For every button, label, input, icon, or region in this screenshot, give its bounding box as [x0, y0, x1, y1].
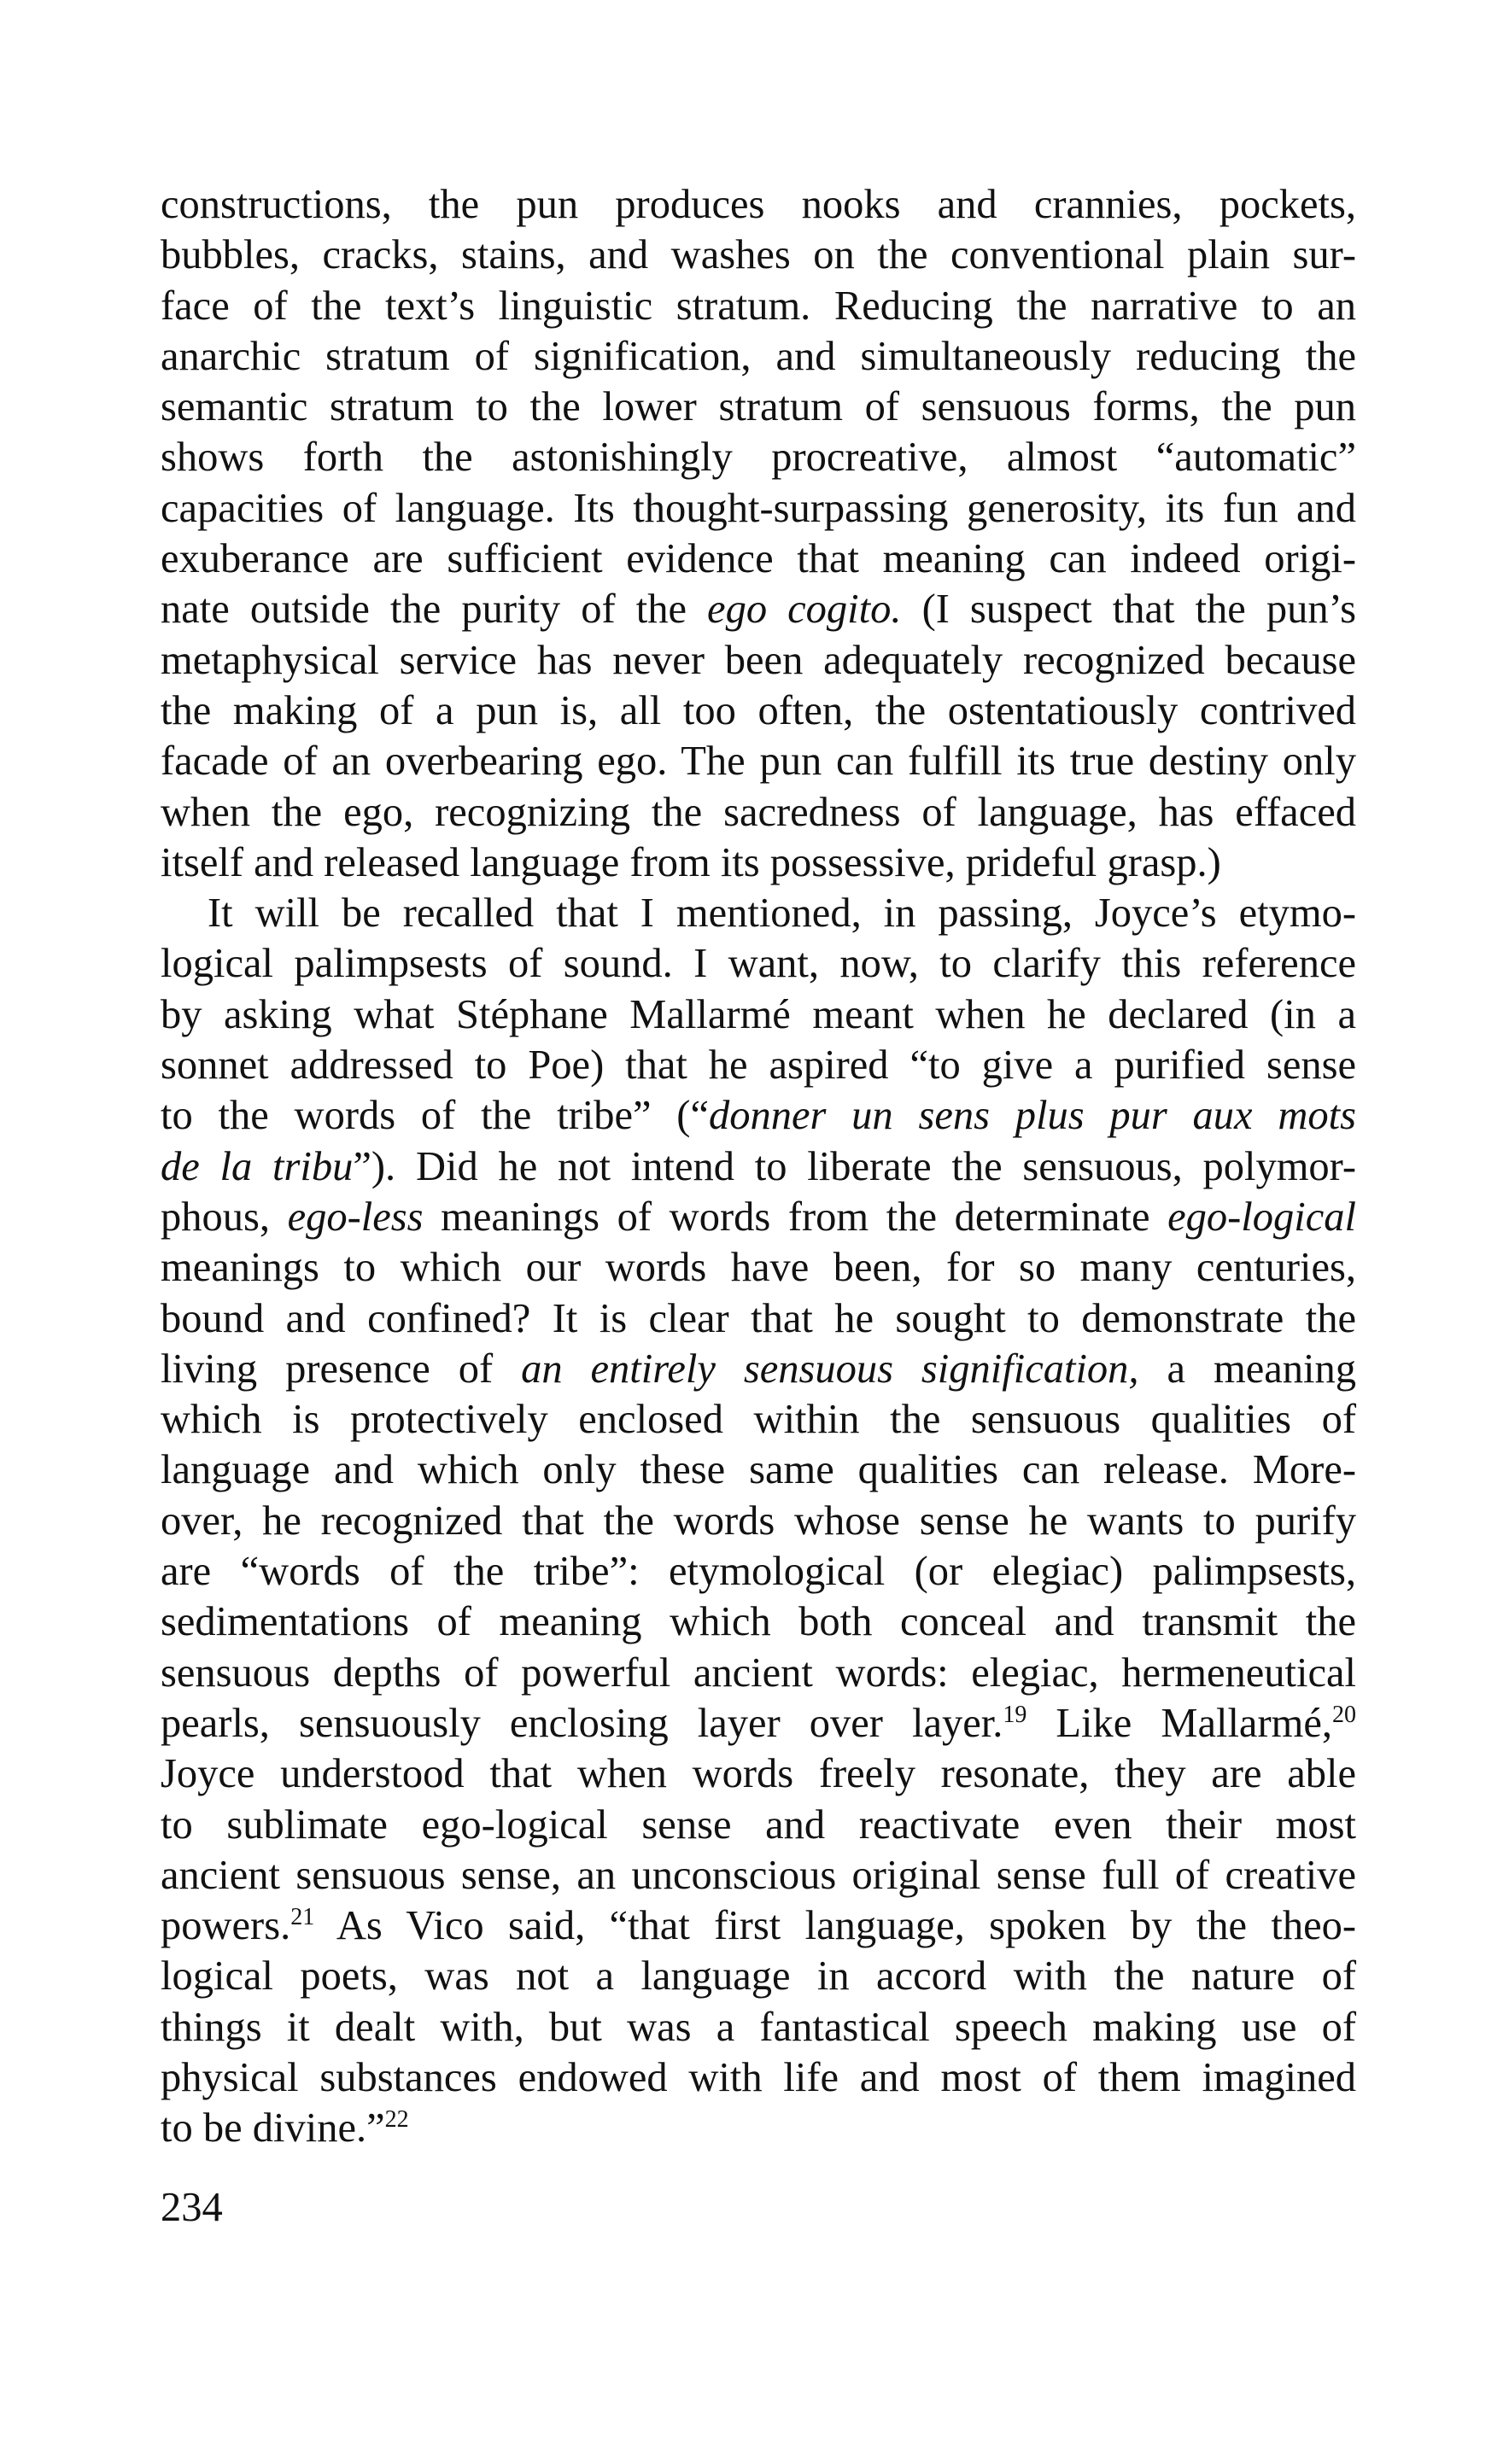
- italic-french-quote: de la tribu: [161, 1143, 354, 1189]
- paragraph-1: [161, 179, 1356, 888]
- text-line: to the words of the tribe” (“donner un sens plus pur aux mots: [161, 1093, 1356, 1139]
- text-line: bound and confined? It is clear that he sought to demonstrate the: [161, 1295, 1356, 1341]
- text-line: bubbles, cracks, stains, and washes on the conventional plain sur-: [161, 232, 1356, 278]
- text-line: sonnet addressed to Poe) that he aspired “to give a purified sense: [161, 1042, 1356, 1089]
- text-line: constructions, the pun produces nooks and crannies, pockets,: [161, 182, 1356, 227]
- italic-sensuous-signification: an entirely sensuous signification,: [521, 1346, 1139, 1392]
- text-line: over, he recognized that the words whose sense he wants to purify: [161, 1498, 1356, 1544]
- text-line: are “words of the tribe”: etymological (or elegiac) palimpsests,: [161, 1549, 1356, 1595]
- italic-ego-logical: ego-logical: [1167, 1194, 1357, 1240]
- text-line: by asking what Stéphane Mallarmé meant when he declared (in a: [161, 991, 1356, 1037]
- text-line: pearls, sensuously enclosing layer over layer.$^{19}$ Like Mallarmé,$^{20}$: [161, 1700, 1356, 1746]
- text-line: powers.$^{21}$ As Vico said, “that first language, spoken by the theo-: [161, 1903, 1356, 1949]
- footnote-ref-19[interactable]: 19: [1003, 1702, 1027, 1729]
- text-line: living presence of an entirely sensuous signification, a meaning: [161, 1346, 1356, 1392]
- text-line: metaphysical service has never been adequately recognized because: [161, 637, 1356, 683]
- text-line: face of the text’s linguistic stratum. Reducing the narrative to an: [161, 283, 1356, 329]
- page-body: [161, 179, 1356, 2154]
- text-line: ancient sensuous sense, an unconscious original sense full of creative: [161, 1852, 1356, 1898]
- text-line: language and which only these same qualities can release. More-: [161, 1447, 1356, 1493]
- footnote-ref-20[interactable]: 20: [1332, 1702, 1356, 1729]
- text-line: anarchic stratum of signification, and simultaneously reducing the: [161, 333, 1356, 379]
- italic-french-quote: donner un sens plus pur aux mots: [708, 1093, 1356, 1139]
- footnote-ref-22[interactable]: 22: [384, 2106, 409, 2134]
- text-line: meanings to which our words have been, for so many centuries,: [161, 1245, 1356, 1291]
- text-line: logical palimpsests of sound. I want, now, to clarify this reference: [161, 941, 1356, 987]
- text-line: to be divine.”$^{22}$: [161, 2105, 409, 2152]
- text-line: to sublimate ego-logical sense and reactivate even their most: [161, 1801, 1356, 1848]
- italic-ego-cogito: ego cogito.: [707, 587, 902, 633]
- text-line: which is protectively enclosed within the sensuous qualities of: [161, 1397, 1356, 1443]
- page-number: 234: [161, 2185, 223, 2230]
- footnote-ref-21[interactable]: 21: [290, 1904, 315, 1931]
- text-line: phous, ego-less meanings of words from the determinate ego-logical: [161, 1194, 1357, 1240]
- text-line: capacities of language. Its thought-surpassing generosity, its fun and: [161, 485, 1356, 531]
- text-line: sedimentations of meaning which both conceal and transmit the: [161, 1599, 1356, 1645]
- text-line: things it dealt with, but was a fantastical speech making use of: [161, 2004, 1356, 2050]
- text-line: logical poets, was not a language in accord with the nature of: [161, 1953, 1356, 2000]
- text-line: when the ego, recognizing the sacredness of language, has effaced: [161, 789, 1356, 835]
- text-line: shows forth the astonishingly procreative, almost “automatic”: [161, 435, 1356, 481]
- text-line: itself and released language from its possessive, prideful grasp.): [161, 839, 1221, 885]
- text-line: the making of a pun is, all too often, the ostentatiously contrived: [161, 687, 1356, 733]
- italic-ego-less: ego-less: [287, 1194, 424, 1240]
- text-line: exuberance are sufficient evidence that meaning can indeed origi-: [161, 536, 1356, 582]
- text-line: sensuous depths of powerful ancient words: elegiac, hermeneutical: [161, 1649, 1356, 1696]
- text-line: physical substances endowed with life and most of them imagined: [161, 2054, 1356, 2100]
- text-line: Joyce understood that when words freely resonate, they are able: [161, 1751, 1356, 1797]
- text-line: It will be recalled that I mentioned, in passing, Joyce’s etymo-: [208, 890, 1356, 937]
- text-line: semantic stratum to the lower stratum of sensuous forms, the pun: [161, 384, 1356, 430]
- paragraph-2: [161, 888, 1356, 2153]
- text-line: facade of an overbearing ego. The pun can fulfill its true destiny only: [161, 739, 1356, 785]
- text-line: de la tribu”). Did he not intend to liberate the sensuous, polymor-: [161, 1143, 1357, 1189]
- text-line: nate outside the purity of the ego cogito. (I suspect that the pun’s: [161, 587, 1356, 633]
